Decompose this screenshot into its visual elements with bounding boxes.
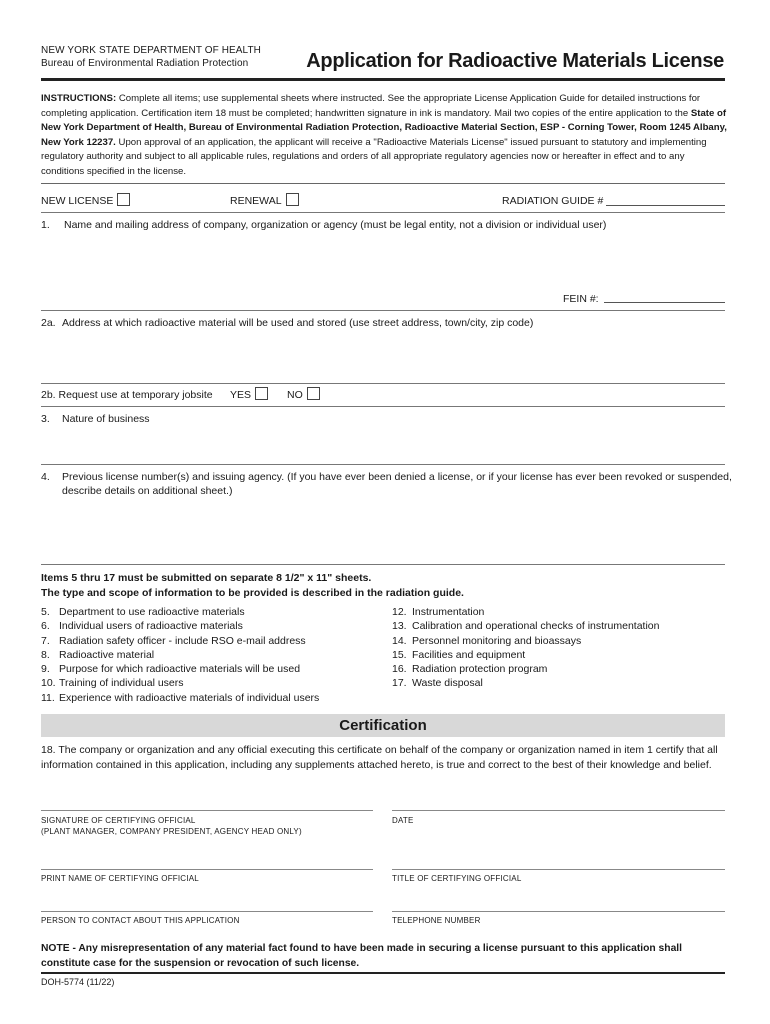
item-1-input-area[interactable]: [41, 234, 725, 288]
item-4-line-1: Previous license number(s) and issuing agency. (If you have ever been denied a license, or if your license has ever been revoked or suspended,: [62, 471, 732, 483]
instructions-text-1: Complete all items; use supplemental sheets where instructed. See the appropriate License Application Guide for detailed instructions for completing application. Certification item 18 must be completed; handwritten signature in ink is mandatory. Mail two copies of the entire application to the: [41, 93, 701, 119]
item-2a-number: 2a.: [41, 317, 56, 329]
new-license-option: [41, 193, 130, 207]
list-item: 6. Individual users of radioactive materials: [41, 620, 243, 633]
radiation-guide-input[interactable]: [606, 205, 725, 206]
item-2a-label: Address at which radioactive material will be used and stored (use street address, town/city, zip code): [62, 317, 534, 329]
signature-input[interactable]: [41, 784, 373, 808]
supplemental-left-list: [41, 605, 319, 705]
list-item: 13. Calibration and operational checks of instrumentation: [392, 620, 660, 633]
renewal-option: [230, 193, 299, 207]
item-4-input-area[interactable]: [41, 502, 725, 562]
item-2b-row: [41, 389, 213, 401]
telephone-line: [392, 911, 725, 912]
divider-4: [41, 406, 725, 407]
print-name-label: PRINT NAME OF CERTIFYING OFFICIAL: [41, 874, 199, 883]
official-title-line: [392, 869, 725, 870]
list-item: 14. Personnel monitoring and bioassays: [392, 634, 582, 647]
list-item: 15. Facilities and equipment: [392, 648, 526, 661]
item-4-number: 4.: [41, 471, 50, 483]
certification-statement: 18. The company or organization and any official executing this certificate on behalf of the company or organization named in item 1 certify that all information contained in this application, including any supplements attached hereto, is true and correct to the best of their knowledge and belief.: [41, 744, 718, 771]
print-name-input[interactable]: [41, 845, 373, 867]
contact-person-line: [41, 911, 373, 912]
bureau-name: Bureau of Environmental Radiation Protection: [41, 58, 249, 69]
list-item: 9. Purpose for which radioactive materials will be used: [41, 663, 301, 676]
list-item: 11. Experience with radioactive materials of individual users: [41, 691, 320, 704]
item-4-line-2: describe details on additional sheet.): [62, 485, 233, 497]
date-input[interactable]: [392, 784, 725, 808]
telephone-input[interactable]: [392, 887, 725, 909]
list-item: 7. Radiation safety officer - include RSO e-mail address: [41, 634, 306, 647]
supplemental-heading-2: The type and scope of information to be provided is described in the radiation guide.: [41, 587, 464, 599]
yes-label: YES: [230, 389, 252, 401]
list-item: 16. Radiation protection program: [392, 663, 548, 676]
list-item: 5. Department to use radioactive materials: [41, 606, 245, 618]
item-1-label: Name and mailing address of company, organization or agency (must be legal entity, not a division or individual user): [64, 219, 607, 231]
supplemental-right-list: [392, 605, 659, 691]
item-3-input-area[interactable]: [41, 428, 725, 462]
item-2b-number: 2b.: [41, 389, 56, 401]
temp-jobsite-yes-option: [230, 387, 268, 401]
item-1-number: 1.: [41, 219, 50, 231]
footer-divider: [41, 972, 725, 974]
instructions-divider: [41, 183, 725, 184]
list-item: 8. Radioactive material: [41, 648, 155, 661]
instructions-text-2: Upon approval of an application, the applicant will receive a "Radioactive Materials License" issued pursuant to statutory and implementing regulatory authority and subject to all applicable rules, regulations and orders of all appropriate regulatory agencies now or hereafter in effect and to any conditions specified in the license.: [41, 136, 707, 177]
item-3-number: 3.: [41, 413, 50, 425]
new-license-checkbox[interactable]: [117, 193, 130, 206]
divider-1: [41, 212, 725, 213]
yes-checkbox[interactable]: [255, 387, 268, 400]
misrepresentation-note: NOTE - Any misrepresentation of any material fact found to have been made in securing a license pursuant to this application shall constitute case for the suspension or revocation of such license.: [41, 943, 683, 969]
list-item: 17. Waste disposal: [392, 677, 483, 690]
no-label: NO: [287, 389, 303, 401]
list-item: 10. Training of individual users: [41, 677, 184, 690]
item-2b-label: Request use at temporary jobsite: [58, 389, 213, 401]
instructions-paragraph: [41, 92, 727, 180]
agency-name: NEW YORK STATE DEPARTMENT OF HEALTH: [41, 45, 262, 56]
agency-header: [41, 44, 261, 70]
new-license-label: NEW LICENSE: [41, 195, 114, 207]
radiation-guide-label: RADIATION GUIDE #: [502, 195, 604, 207]
item-2a-input-area[interactable]: [41, 332, 725, 382]
renewal-label: RENEWAL: [230, 195, 282, 207]
header-divider: [41, 78, 725, 81]
supplemental-heading-1: Items 5 thru 17 must be submitted on separate 8 1/2" x 11" sheets.: [41, 572, 372, 584]
official-title-input[interactable]: [392, 845, 725, 867]
temp-jobsite-no-option: [287, 387, 320, 401]
instructions-label: INSTRUCTIONS:: [41, 93, 117, 104]
no-checkbox[interactable]: [307, 387, 320, 400]
divider-5: [41, 464, 725, 465]
certification-title: Certification: [339, 717, 427, 734]
fein-label: FEIN #:: [563, 293, 599, 305]
form-number: DOH-5774 (11/22): [41, 977, 115, 987]
divider-6: [41, 564, 725, 565]
fein-input[interactable]: [604, 302, 725, 303]
print-name-line: [41, 869, 373, 870]
divider-2: [41, 310, 725, 311]
signature-label: SIGNATURE OF CERTIFYING OFFICIAL (PLANT MANAGER, COMPANY PRESIDENT, AGENCY HEAD ONLY): [41, 816, 302, 836]
signature-line: [41, 810, 373, 811]
contact-person-input[interactable]: [41, 887, 373, 909]
contact-person-label: PERSON TO CONTACT ABOUT THIS APPLICATION: [41, 916, 240, 925]
date-line: [392, 810, 725, 811]
mailing-address: State of New York Department of Health, Bureau of Environmental Radiation Protection, Radioactive Material Section, ESP - Corning Tower, Room 1245 Albany, New York 12237.: [41, 107, 727, 148]
form-title: Application for Radioactive Materials License: [306, 50, 724, 72]
telephone-label: TELEPHONE NUMBER: [392, 916, 481, 925]
item-4-label: [62, 470, 732, 498]
divider-3: [41, 383, 725, 384]
renewal-checkbox[interactable]: [286, 193, 299, 206]
date-label: DATE: [392, 816, 414, 825]
list-item: 12. Instrumentation: [392, 606, 485, 618]
item-3-label: Nature of business: [62, 413, 150, 425]
official-title-label: TITLE OF CERTIFYING OFFICIAL: [392, 874, 522, 883]
